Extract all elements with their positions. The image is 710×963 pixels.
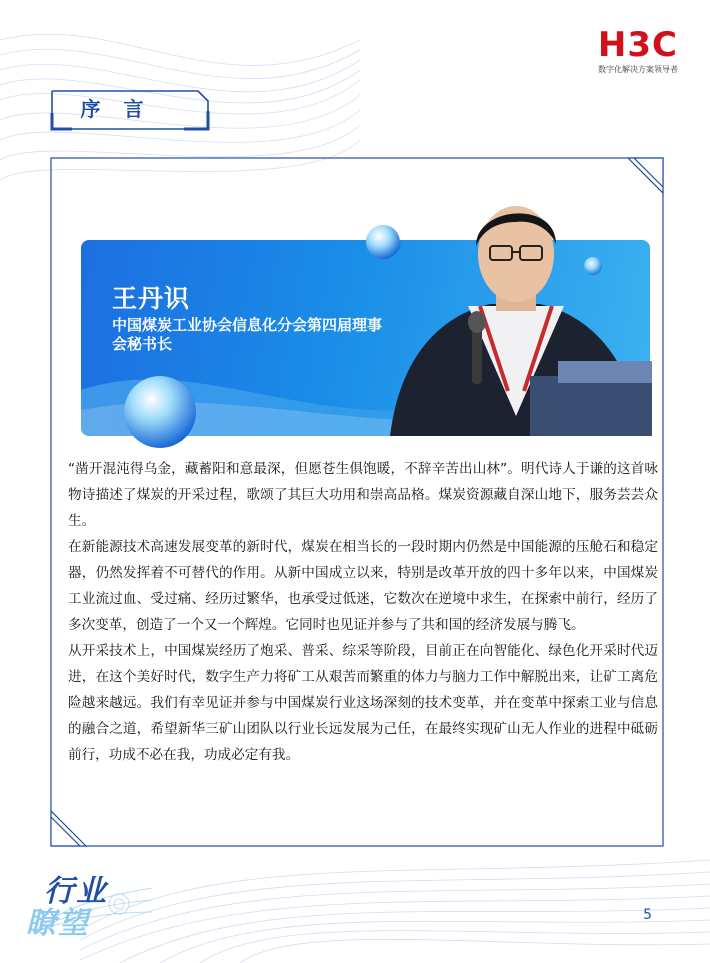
paragraph: “凿开混沌得乌金，藏蓄阳和意最深，但愿苍生俱饱暖，不辞辛苦出山林”。明代诗人于谦的这首咏物诗描述了煤炭的开采过程，歌颂了其巨大功用和崇高品格。煤炭资源藏自深山地下，服务芸芸众生。: [68, 461, 658, 529]
paragraph: 从开采技术上，中国煤炭经历了炮采、普采、综采等阶段，目前正在向智能化、绿色化开采时代迈进，在这个美好时代，数字生产力将矿工从艰苦而繁重的体力与脑力工作中解脱出来，让矿工离危险越来越远。我们有幸见证并参与中国煤炭行业这场深刻的技术变革，并在变革中探索工业与信息的融合之道，希望新华三矿山团队以行业长远发展为己任，在最终实现矿山无人作业的进程中砥砺前行，功成不必在我，功成必定有我。: [68, 643, 658, 763]
preface-body: [68, 456, 658, 768]
brand-logo-mark: H3C: [597, 25, 678, 65]
decorative-orb: [122, 374, 198, 450]
speaker-title: 中国煤炭工业协会信息化分会第四届理事会秘书长: [112, 316, 383, 353]
page-number: 5: [643, 907, 652, 923]
section-title: 序 言: [80, 97, 152, 121]
speaker-portrait: [380, 186, 652, 436]
footer-logo-line2: 瞭望: [26, 906, 90, 941]
section-title-box: [50, 89, 210, 133]
paragraph: 在新能源技术高速发展变革的新时代，煤炭在相当长的一段时期内仍然是中国能源的压舱石和稳定器，仍然发挥着不可替代的作用。从新中国成立以来，特别是改革开放的四十多年以来，中国煤炭工业流过血、受过痛、经历过繁华，也承受过低迷，它数次在逆境中求生，在探索中前行，经历了多次变革，创造了一个又一个辉煌。它同时也见证并参与了共和国的经济发展与腾飞。: [68, 539, 658, 633]
speaker-name: 王丹识: [112, 284, 191, 313]
brand-tagline: 数字化解决方案领导者: [598, 65, 678, 74]
brand-logo: [568, 25, 678, 75]
footer-logo-line1: 行业: [44, 874, 108, 909]
